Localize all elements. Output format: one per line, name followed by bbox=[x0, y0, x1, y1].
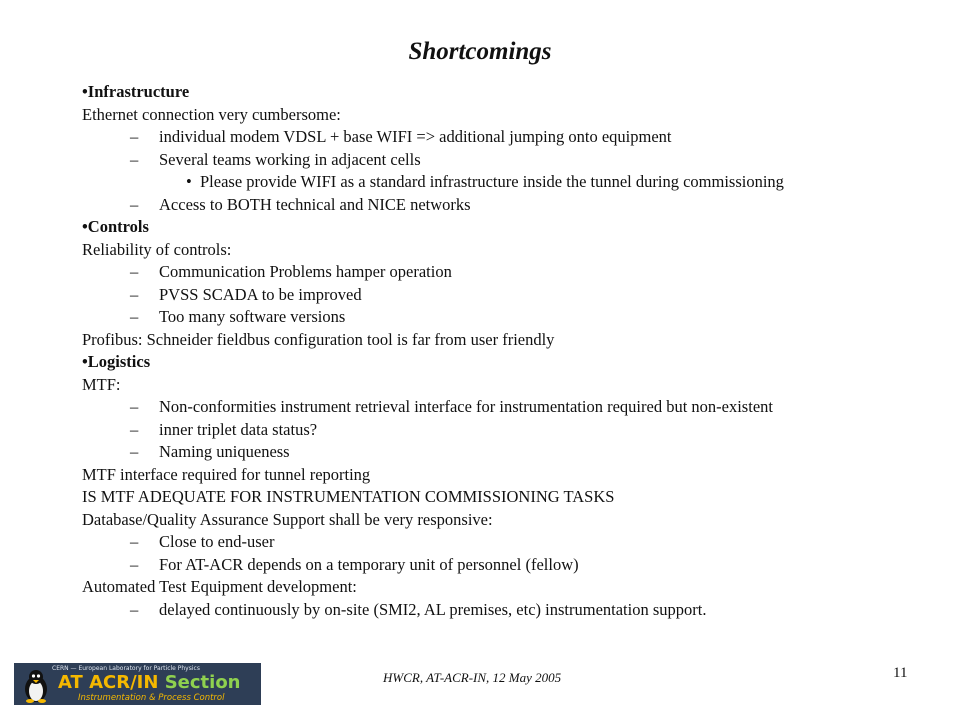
sub-item-text: Several teams working in adjacent cells bbox=[159, 149, 421, 169]
body-line: Profibus: Schneider fieldbus configuration tool is far from user friendly bbox=[82, 329, 555, 349]
logo-caption: CERN — European Laboratory for Particle Physics bbox=[52, 665, 200, 672]
bullet-marker: • bbox=[186, 172, 192, 191]
section-heading bbox=[82, 351, 942, 374]
dash-marker: – bbox=[130, 127, 139, 146]
heading-bullet: • bbox=[82, 352, 88, 371]
sub-item bbox=[82, 306, 942, 329]
dash-marker: – bbox=[130, 149, 139, 169]
body-line: Automated Test Equipment development: bbox=[82, 577, 357, 596]
sub-item-text: delayed continuously by on-site (SMI2, AL premises, etc) instrumentation support. bbox=[159, 599, 707, 619]
logo-subtitle: Instrumentation & Process Control bbox=[78, 693, 225, 703]
sub-item-text: inner triplet data status? bbox=[159, 419, 318, 439]
logo-title-a: AT ACR/IN bbox=[58, 672, 159, 693]
dash-marker: – bbox=[130, 284, 139, 304]
body-line: MTF interface required for tunnel reporting bbox=[82, 464, 371, 484]
footer-text: HWCR, AT-ACR-IN, 12 May 2005 bbox=[383, 670, 562, 685]
dash-marker: – bbox=[130, 554, 139, 574]
penguin-icon bbox=[18, 669, 54, 703]
sub-sub-item bbox=[82, 171, 942, 194]
heading-bullet: • bbox=[82, 82, 88, 101]
sub-item-text: For AT-ACR depends on a temporary unit of personnel (fellow) bbox=[159, 554, 579, 574]
sub-item bbox=[82, 441, 942, 464]
heading-text: Controls bbox=[87, 217, 149, 236]
sub-item bbox=[82, 599, 942, 622]
body-line: Database/Quality Assurance Support shall be very responsive: bbox=[82, 509, 493, 529]
section-logo bbox=[14, 663, 261, 705]
page-number: 11 bbox=[893, 665, 908, 681]
dash-marker: – bbox=[130, 307, 139, 326]
sub-item-text: Too many software versions bbox=[159, 307, 346, 326]
sub-item bbox=[82, 284, 942, 307]
section-heading bbox=[82, 216, 942, 239]
dash-marker: – bbox=[130, 442, 139, 461]
body-line: IS MTF ADEQUATE FOR INSTRUMENTATION COMMISSIONING TASKS bbox=[82, 487, 615, 506]
dash-marker: – bbox=[130, 262, 139, 281]
slide-body bbox=[82, 81, 942, 621]
sub-item-text: Close to end-user bbox=[159, 532, 275, 551]
sub-item bbox=[82, 419, 942, 442]
heading-bullet: • bbox=[82, 217, 88, 236]
sub-item-text: Naming uniqueness bbox=[159, 442, 290, 461]
sub-item bbox=[82, 396, 942, 419]
dash-marker: – bbox=[130, 194, 139, 214]
sub-item-text: PVSS SCADA to be improved bbox=[159, 284, 362, 304]
body-line: Ethernet connection very cumbersome: bbox=[82, 104, 341, 124]
slide-title: Shortcomings bbox=[408, 38, 552, 65]
logo-title-b: Section bbox=[164, 672, 241, 693]
sub-item-text: Communication Problems hamper operation bbox=[159, 262, 452, 281]
logo-title bbox=[58, 672, 241, 693]
sub-item bbox=[82, 194, 942, 217]
sub-item bbox=[82, 126, 942, 149]
section-heading bbox=[82, 81, 942, 104]
sub-item bbox=[82, 531, 942, 554]
sub-item-text: individual modem VDSL + base WIFI => additional jumping onto equipment bbox=[159, 127, 672, 146]
dash-marker: – bbox=[130, 532, 139, 551]
body-line: Reliability of controls: bbox=[82, 239, 232, 259]
sub-sub-item-text: Please provide WIFI as a standard infrastructure inside the tunnel during commissioning bbox=[200, 172, 784, 191]
sub-item bbox=[82, 149, 942, 172]
dash-marker: – bbox=[130, 599, 139, 619]
dash-marker: – bbox=[130, 419, 139, 439]
heading-text: Logistics bbox=[87, 352, 151, 371]
sub-item-text: Non-conformities instrument retrieval interface for instrumentation required but non-existent bbox=[159, 397, 773, 416]
dash-marker: – bbox=[130, 397, 139, 416]
body-line: MTF: bbox=[82, 374, 121, 394]
heading-text: Infrastructure bbox=[87, 82, 190, 101]
sub-item bbox=[82, 554, 942, 577]
sub-item-text: Access to BOTH technical and NICE networks bbox=[159, 194, 471, 214]
sub-item bbox=[82, 261, 942, 284]
